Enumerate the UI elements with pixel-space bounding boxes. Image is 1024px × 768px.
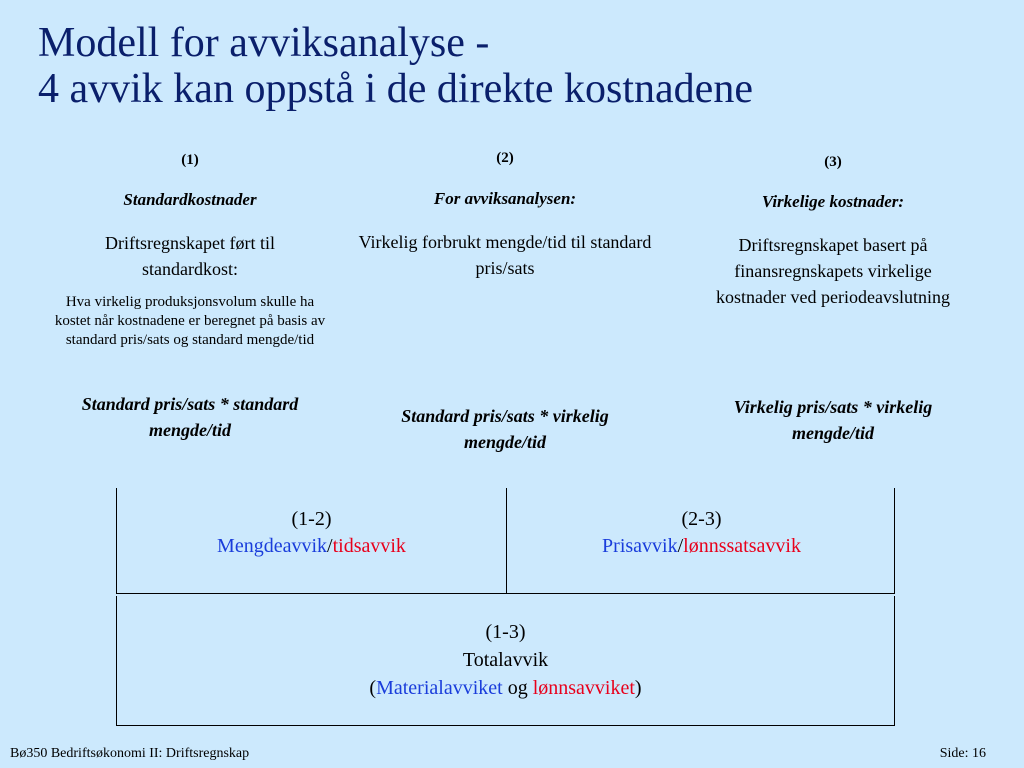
column-detail: Hva virkelig produksjonsvolum skulle ha kostet når kostnadene er beregnet på basis av standard pris/sats og standard mengde/tid: [54, 294, 326, 348]
variance-code: (1-2): [291, 508, 332, 530]
column-formula: Standard pris/sats * standard mengde/tid: [81, 394, 299, 440]
conjunction: og: [502, 677, 533, 699]
column-body: Virkelig forbrukt mengde/tid til standard pris/sats: [358, 232, 652, 278]
title-line-2: 4 avvik kan oppstå i de direkte kostnadene: [38, 66, 753, 112]
column-formula: Standard pris/sats * virkelig mengde/tid: [401, 406, 609, 452]
column-heading: For avviksanalysen:: [433, 189, 577, 208]
title-line-1: Modell for avviksanalyse -: [38, 20, 490, 66]
footer-course: Bø350 Bedriftsøkonomi II: Driftsregnskap: [10, 746, 250, 761]
separator: /: [677, 535, 684, 557]
wage-variance-label: lønnsavviket: [532, 677, 635, 699]
variance-code: (1-3): [485, 621, 526, 643]
quantity-variance-cell: [117, 506, 506, 560]
column-heading: Virkelige kostnader:: [761, 192, 905, 211]
column-body: Driftsregnskapet basert på finansregnskapets virkelige kostnader ved periodeavslutning: [716, 235, 950, 307]
column-number: (2): [496, 150, 514, 166]
column-heading: Standardkostnader: [123, 190, 257, 209]
time-variance-label: tidsavvik: [332, 535, 406, 557]
variance-box-upper: [116, 488, 895, 594]
price-variance-label: Prisavvik: [602, 535, 678, 557]
variance-code: (2-3): [681, 508, 722, 530]
paren-open: (: [369, 677, 377, 699]
footer-page-number: Side: 16: [939, 746, 986, 761]
separator: /: [327, 535, 333, 557]
slide-title: [38, 20, 753, 112]
quantity-variance-label: Mengdeavvik: [217, 535, 328, 557]
paren-close: ): [634, 677, 642, 699]
column-body: Driftsregnskapet ført til standardkost:: [105, 233, 275, 279]
column-number: (1): [181, 152, 199, 168]
material-variance-label: Materialavviket: [376, 677, 503, 699]
total-variance-box: [116, 596, 895, 726]
total-variance-label: Totalavvik: [462, 649, 549, 671]
price-variance-cell: [507, 506, 896, 560]
wage-rate-variance-label: lønnssatsavvik: [683, 535, 801, 557]
column-number: (3): [824, 154, 842, 170]
column-formula: Virkelig pris/sats * virkelig mengde/tid: [733, 397, 933, 443]
